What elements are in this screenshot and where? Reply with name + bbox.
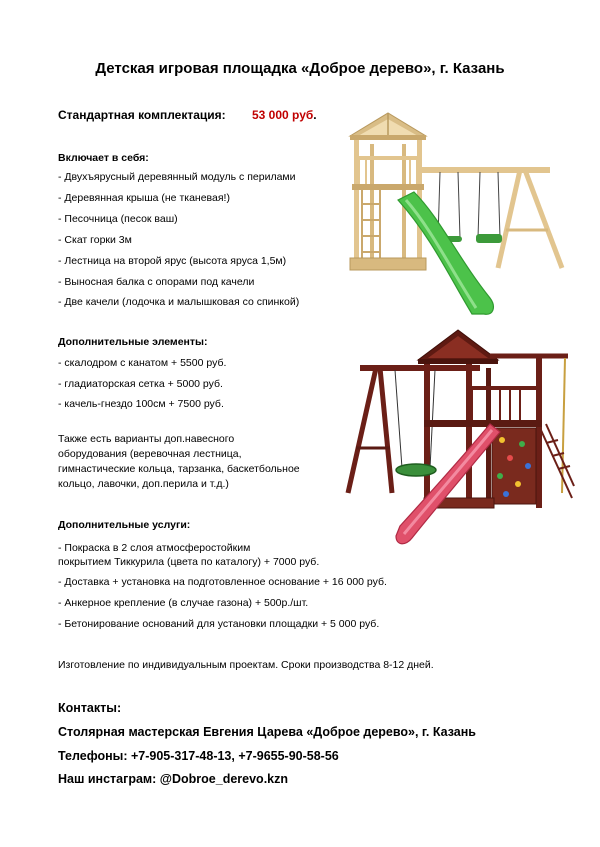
list-item: - Лестница на второй ярус (высота яруса 1,5м) <box>58 255 287 267</box>
extras-note-line: кольцо, лавочки, доп.перила и т.д.) <box>58 478 229 490</box>
list-item: - Песочница (песок ваш) <box>58 213 178 225</box>
services-paint-line: покрытием Тиккурила (цвета по каталогу) + 7000 руб. <box>58 556 320 568</box>
playground-painted-image <box>340 328 575 553</box>
list-item: - скалодром с канатом + 5500 руб. <box>58 357 227 369</box>
page-title: Детская игровая площадка «Доброе дерево», г. Казань <box>95 60 505 77</box>
extras-heading: Дополнительные элементы: <box>58 336 208 348</box>
contacts-heading: Контакты: <box>58 701 122 715</box>
list-item: - гладиаторская сетка + 5000 руб. <box>58 378 223 390</box>
services-paint-line: - Покраска в 2 слоя атмосферостойким <box>58 542 251 554</box>
production-note: Изготовление по индивидуальным проектам. Сроки производства 8-12 дней. <box>58 659 434 671</box>
standard-price <box>252 108 317 122</box>
list-item: - Скат горки 3м <box>58 234 132 246</box>
list-item: - Деревянная крыша (не тканевая!) <box>58 192 230 204</box>
contacts-workshop: Столярная мастерская Евгения Царева «Доброе дерево», г. Казань <box>58 725 476 739</box>
contacts-phones: Телефоны: +7-905-317-48-13, +7-9655-90-58-56 <box>58 749 339 763</box>
list-item: - Две качели (лодочка и малышковая со спинкой) <box>58 296 300 308</box>
list-item: - Бетонирование оснований для установки площадки + 5 000 руб. <box>58 618 380 630</box>
list-item: - Анкерное крепление (в случае газона) + 500р./шт. <box>58 597 309 609</box>
list-item: - качель-гнездо 100см + 7500 руб. <box>58 398 224 410</box>
list-item: - Доставка + установка на подготовленное основание + 16 000 руб. <box>58 576 387 588</box>
list-item: - Выносная балка с опорами под качели <box>58 276 255 288</box>
services-heading: Дополнительные услуги: <box>58 519 191 531</box>
includes-heading: Включает в себя: <box>58 152 149 164</box>
standard-label: Стандартная комплектация: <box>58 108 226 122</box>
extras-note-line: Также есть варианты доп.навесного <box>58 433 235 445</box>
playground-natural-image <box>340 108 570 328</box>
extras-note-line: гимнастические кольца, тарзанка, баскетбольное <box>58 463 300 475</box>
price-dot: . <box>313 108 317 122</box>
extras-note-line: оборудования (веревочная лестница, <box>58 448 242 460</box>
price-value: 53 000 руб <box>252 108 314 122</box>
contacts-instagram: Наш инстаграм: @Dobroe_derevo.kzn <box>58 772 288 786</box>
list-item: - Двухъярусный деревянный модуль с перилами <box>58 171 296 183</box>
